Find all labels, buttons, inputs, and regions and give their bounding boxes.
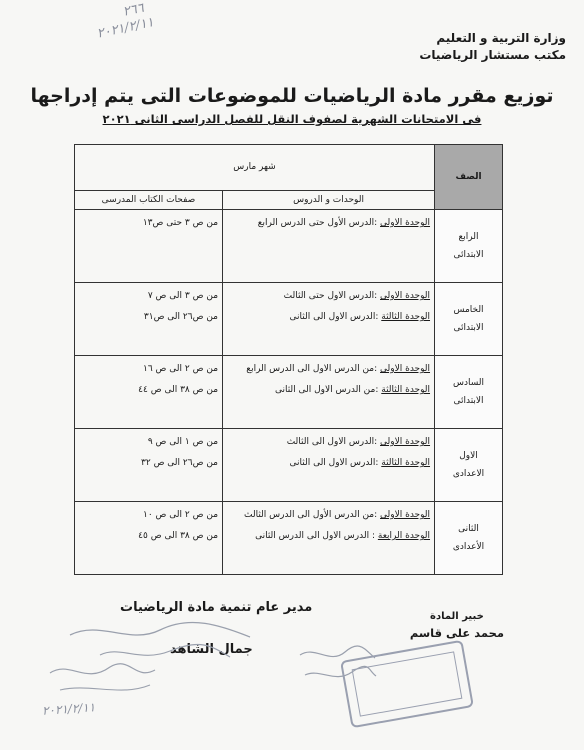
document-title: توزيع مقرر مادة الرياضيات للموضوعات التى يتم إدراجها xyxy=(30,85,554,107)
lesson-line xyxy=(223,377,434,398)
page-range: من ص ١ الى ص ٩ xyxy=(147,437,219,447)
unit-name: الوحدة الاولى xyxy=(380,218,431,228)
lesson-range: :من الدرس الاول الى الدرس الرابع xyxy=(246,364,378,374)
lesson-range: :من الدرس الأول الى الدرس الثالث xyxy=(244,510,378,520)
grade-name: السادس xyxy=(453,378,485,388)
grade-stage: الاعدادى xyxy=(452,469,485,479)
lessons-cell xyxy=(223,210,435,283)
page-range: من ص ٣ الى ص ٧ xyxy=(147,291,219,301)
lessons-cell xyxy=(223,356,435,429)
pages-header: صفحات الكتاب المدرسى xyxy=(75,190,223,209)
lessons-header: الوحدات و الدروس xyxy=(223,190,435,209)
expert-signature-block xyxy=(410,609,504,641)
lesson-range: :الدرس الاول الى الثانى xyxy=(289,458,379,468)
page-range: من ص ٢ الى ص ١٦ xyxy=(143,364,219,374)
page-range: من ص٢٦ الى ص ٣٢ xyxy=(141,458,219,468)
unit-name: الوحدة الرابعة xyxy=(377,531,431,541)
pages-cell xyxy=(75,356,223,429)
lesson-range: : الدرس الاول الى الدرس الثانى xyxy=(255,531,375,541)
unit-name: الوحدة الاولى xyxy=(380,291,431,301)
grade-name: الرابع xyxy=(458,232,479,242)
handwritten-reference xyxy=(92,0,155,43)
lesson-range: :الدرس الاول الى الثانى xyxy=(289,312,379,322)
lesson-line xyxy=(223,210,434,231)
grade-cell xyxy=(435,429,503,502)
grade-name: الاول xyxy=(459,451,478,461)
grade-stage: الابتدائى xyxy=(453,250,484,260)
lesson-line xyxy=(223,283,434,304)
lesson-line xyxy=(223,356,434,377)
page-range: من ص ٣٨ الى ص ٤٤ xyxy=(138,385,219,395)
page-range: من ص ٣ حتى ص١٣ xyxy=(142,218,219,228)
page-range: من ص ٢ الى ص ١٠ xyxy=(143,510,219,520)
expert-title: خبير المادة xyxy=(430,611,484,622)
unit-name: الوحدة الثالثة xyxy=(381,385,431,395)
bottom-handwritten-date: ٢٠٢١/٢/١١ xyxy=(41,700,96,718)
grade-cell xyxy=(435,283,503,356)
lesson-line xyxy=(223,523,434,544)
lessons-cell xyxy=(223,429,435,502)
director-signature-scribble xyxy=(40,615,280,705)
table-row xyxy=(75,356,503,429)
pages-cell xyxy=(75,283,223,356)
director-name: جمال الشاهد xyxy=(170,642,253,657)
grade-name: الثانى xyxy=(458,524,479,534)
table-row xyxy=(75,502,503,575)
grade-stage: الابتدائى xyxy=(453,323,484,333)
ministry-header xyxy=(419,30,566,64)
lessons-cell xyxy=(223,502,435,575)
director-title: مدير عام تنمية مادة الرياضيات xyxy=(120,600,313,615)
pages-cell xyxy=(75,429,223,502)
grade-stage: الأعدادى xyxy=(452,542,485,552)
unit-name: الوحدة الاولى xyxy=(380,364,431,374)
expert-name: محمد على قاسم xyxy=(409,626,504,640)
table-row xyxy=(75,283,503,356)
grade-cell xyxy=(435,356,503,429)
pages-cell xyxy=(75,210,223,283)
page-range: من ص ٣٨ الى ص ٤٥ xyxy=(138,531,219,541)
lesson-range: :الدرس الاول حتى الثالث xyxy=(283,291,378,301)
lesson-range: :الدرس الاول الى الثالث xyxy=(286,437,378,447)
lesson-range: :الدرس الأول حتى الدرس الرابع xyxy=(257,218,378,228)
handwritten-ref-number: ٢٦٦ xyxy=(121,0,146,20)
grade-stage: الابتدائى xyxy=(453,396,484,406)
grade-cell xyxy=(435,502,503,575)
grade-header: الصف xyxy=(435,145,503,210)
lesson-line xyxy=(223,502,434,523)
curriculum-table xyxy=(74,144,503,575)
lesson-range: :من الدرس الاول الى الثانى xyxy=(274,385,379,395)
handwritten-ref-date: ٢٠٢١/٢/١١ xyxy=(95,15,156,42)
document-subtitle: فى الامتحانات الشهرية لصفوف النقل للفصل الدراسى الثانى ٢٠٢١ xyxy=(102,112,482,126)
unit-name: الوحدة الاولى xyxy=(380,510,431,520)
unit-name: الوحدة الاولى xyxy=(380,437,431,447)
table-row xyxy=(75,210,503,283)
month-header: شهر مارس xyxy=(75,145,435,191)
lessons-cell xyxy=(223,283,435,356)
lesson-line xyxy=(223,429,434,450)
lesson-line xyxy=(223,304,434,325)
page-range: من ص٢٦ الى ص٣١ xyxy=(143,312,219,322)
grade-cell xyxy=(435,210,503,283)
office-name: مكتب مستشار الرياضيات xyxy=(419,48,566,62)
table-row xyxy=(75,429,503,502)
unit-name: الوحدة الثالثة xyxy=(381,312,431,322)
grade-name: الخامس xyxy=(453,305,484,315)
ministry-name: وزارة التربية و التعليم xyxy=(436,31,566,45)
official-stamp-inner xyxy=(352,651,463,716)
unit-name: الوحدة الثالثة xyxy=(381,458,431,468)
pages-cell xyxy=(75,502,223,575)
lesson-line xyxy=(223,450,434,471)
